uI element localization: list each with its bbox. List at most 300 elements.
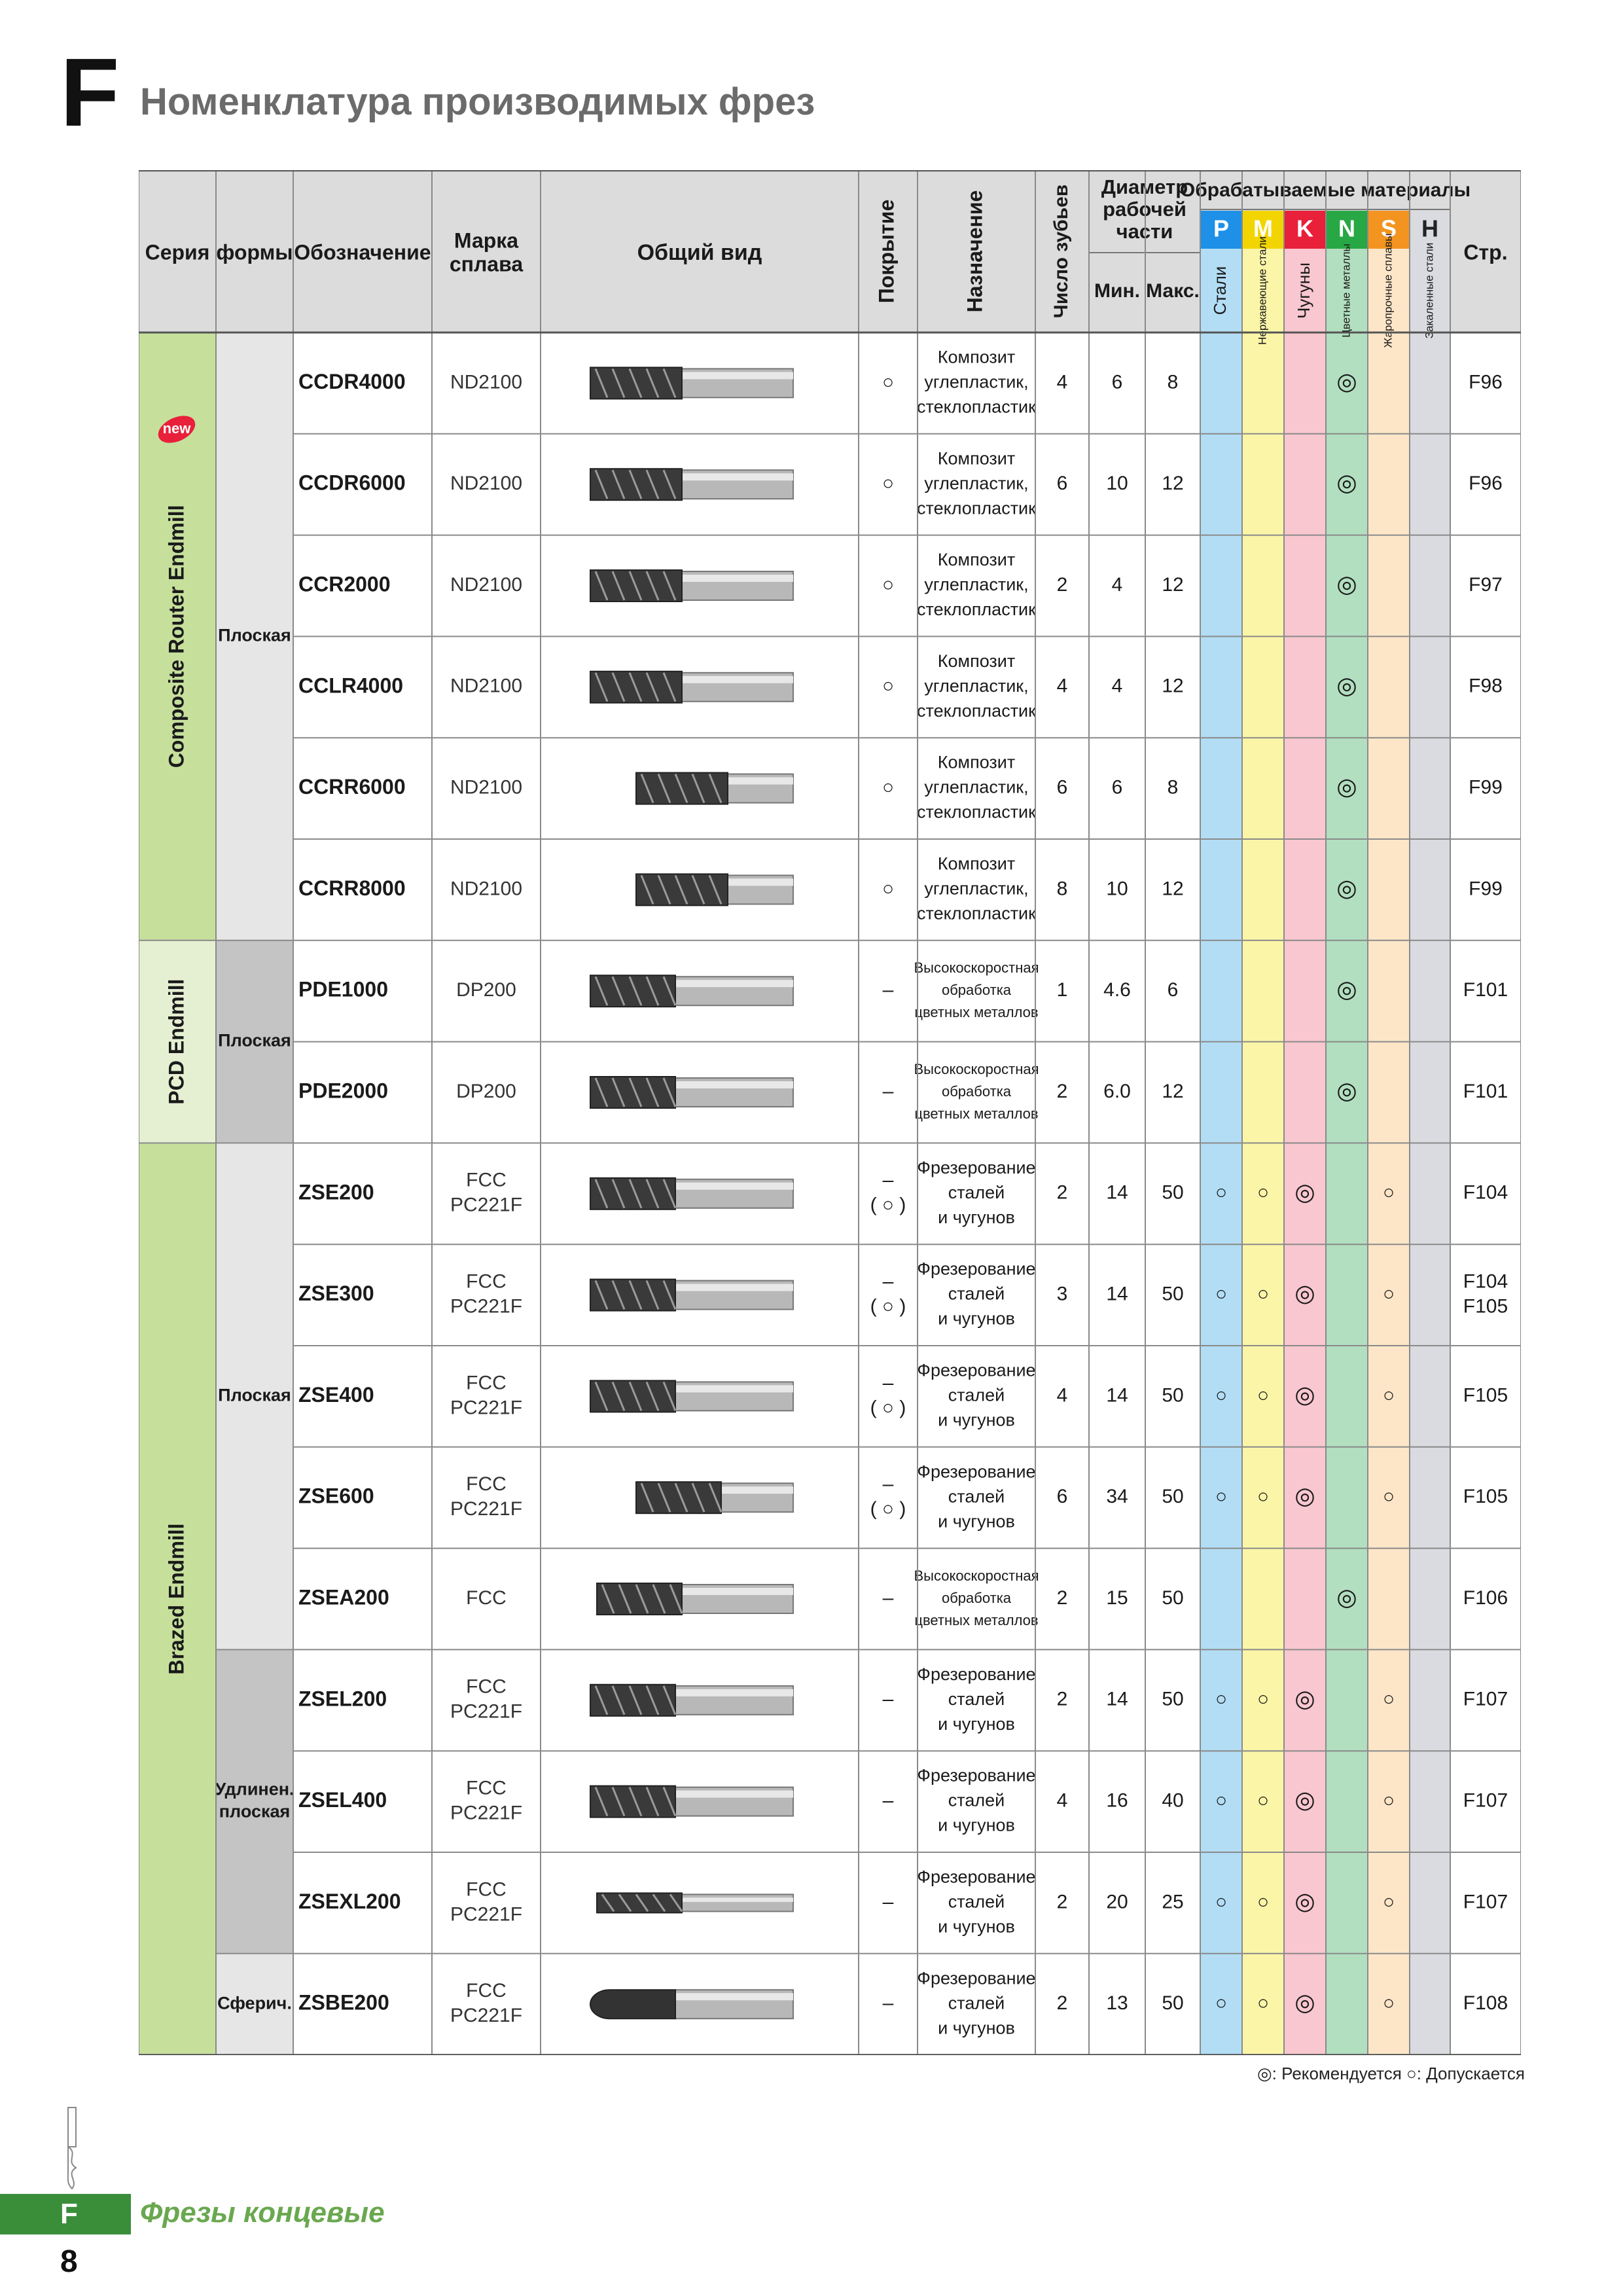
new-badge-text: new [162, 420, 191, 437]
tool-highlight [682, 1588, 793, 1595]
tool-flutes [590, 1786, 675, 1818]
tool-highlight [675, 1385, 793, 1392]
diameter-min: 34 [1106, 1486, 1128, 1508]
endmill-image [590, 1280, 793, 1311]
coating-mark: ○ [882, 776, 895, 798]
diameter-max: 12 [1162, 573, 1184, 596]
material-mark: ○ [1215, 1891, 1228, 1913]
coating-mark: ○ [882, 473, 895, 495]
alloy-grade: PC221F [450, 1498, 523, 1520]
material-name: Жаропрочные сплавы [1382, 233, 1395, 348]
page-ref: F104 [1463, 1270, 1508, 1293]
purpose-text: обработка [941, 1589, 1012, 1606]
purpose-text: стеклопластик [917, 397, 1036, 417]
series-label: PCD Endmill [164, 978, 188, 1105]
purpose-text: Композит [937, 448, 1016, 469]
product-code: CCR2000 [298, 572, 391, 596]
diameter-max: 50 [1162, 1486, 1184, 1508]
legend: ◎: Рекомендуется ○: Допускается [1257, 2064, 1525, 2083]
page-ref: F108 [1463, 1992, 1508, 2015]
page-ref: F97 [1469, 573, 1503, 596]
product-code: PDE1000 [298, 977, 388, 1001]
purpose-text: обработка [941, 982, 1012, 999]
material-mark: ◎ [1294, 1178, 1315, 1206]
material-name: Стали [1209, 266, 1230, 315]
purpose-text: цветных металлов [914, 1105, 1039, 1122]
diameter-max: 12 [1162, 1080, 1184, 1102]
header-grade: Марка [454, 228, 519, 253]
material-mark: ○ [1215, 1283, 1228, 1305]
teeth-count: 2 [1056, 1688, 1068, 1710]
tool-flutes [597, 1893, 682, 1912]
endmill-image [590, 367, 793, 399]
endmill-image [590, 672, 793, 703]
purpose-text: Фрезерование [917, 1360, 1036, 1380]
purpose-text: сталей [948, 1283, 1005, 1304]
material-mark: ◎ [1336, 672, 1357, 699]
product-code: ZSBE200 [298, 1990, 389, 2015]
purpose-text: Фрезерование [917, 1259, 1036, 1279]
purpose-text: цветных металлов [914, 1611, 1039, 1628]
purpose-text: сталей [948, 1892, 1005, 1912]
tool-highlight [682, 473, 793, 480]
diameter-max: 8 [1167, 776, 1179, 798]
purpose-text: стеклопластик [917, 600, 1036, 620]
header-view: Общий вид [637, 240, 762, 265]
form-label: Плоская [218, 1030, 291, 1050]
material-mark: ○ [1382, 1891, 1395, 1913]
alloy-grade: DP200 [456, 1080, 516, 1102]
material-mark: ◎ [1336, 570, 1357, 598]
material-mark: ○ [1257, 1992, 1270, 2015]
page-number: 8 [60, 2244, 78, 2279]
teeth-count: 2 [1056, 1891, 1068, 1913]
header-designation: Обозначение [294, 240, 431, 264]
purpose-text: и чугунов [938, 1511, 1015, 1532]
purpose-text: углепластик, [924, 372, 1029, 392]
teeth-count: 2 [1056, 1080, 1068, 1102]
purpose-text: и чугунов [938, 1713, 1015, 1734]
alloy-grade: ND2100 [450, 573, 523, 596]
tool-flutes [590, 1077, 675, 1108]
page-ref: F96 [1469, 371, 1503, 393]
material-mark: ○ [1382, 1283, 1395, 1305]
page-ref: F96 [1469, 473, 1503, 495]
form-label: Удлинен. [215, 1779, 294, 1799]
material-name: Чугуны [1293, 262, 1313, 319]
material-mark: ○ [1382, 1688, 1395, 1710]
footer-section: Фрезы концевые [140, 2197, 385, 2229]
purpose-text: Композит [937, 853, 1016, 874]
alloy-grade: PC221F [450, 1903, 523, 1926]
alloy-grade: FCC [466, 1878, 507, 1901]
material-mark: ○ [1257, 1688, 1270, 1710]
coating-mark: ( ○ ) [870, 1295, 906, 1318]
diameter-min: 14 [1106, 1688, 1128, 1710]
header-diameter: рабочей [1103, 198, 1186, 221]
tool-highlight [682, 676, 793, 683]
purpose-text: Фрезерование [917, 1968, 1036, 1988]
purpose-text: цветных металлов [914, 1004, 1039, 1021]
page-ref: F101 [1463, 979, 1508, 1001]
tool-highlight [675, 1081, 793, 1088]
material-mark: ○ [1215, 1181, 1228, 1204]
material-name: Нержавеющие стали [1256, 236, 1269, 345]
tool-flutes [590, 1280, 675, 1311]
header-coating: Покрытие [874, 199, 899, 304]
diameter-max: 50 [1162, 1992, 1184, 2015]
purpose-text: стеклопластик [917, 700, 1036, 721]
coating-mark: – [882, 1891, 894, 1913]
teeth-count: 2 [1056, 1992, 1068, 2015]
coating-mark: – [882, 1688, 894, 1710]
material-mark: ◎ [1336, 975, 1357, 1003]
form-label: Плоская [218, 1385, 291, 1405]
material-mark: ◎ [1294, 1786, 1315, 1814]
tool-highlight [682, 575, 793, 582]
purpose-text: обработка [941, 1083, 1012, 1100]
alloy-grade: FCC [466, 1980, 507, 2002]
material-name: Закаленные стали [1423, 242, 1436, 339]
diameter-min: 4 [1111, 675, 1123, 697]
material-mark: ○ [1215, 1992, 1228, 2015]
material-letter: N [1338, 215, 1355, 242]
purpose-text: Фрезерование [917, 1462, 1036, 1482]
purpose-text: и чугунов [938, 1916, 1015, 1937]
coating-mark: – [882, 1587, 894, 1609]
tool-flutes [597, 1583, 682, 1615]
product-code: ZSEXL200 [298, 1889, 401, 1913]
page-ref: F106 [1463, 1587, 1508, 1609]
purpose-text: Композит [937, 347, 1016, 367]
purpose-text: и чугунов [938, 1207, 1015, 1227]
teeth-count: 4 [1056, 1789, 1068, 1812]
diameter-min: 13 [1106, 1992, 1128, 2015]
diameter-min: 14 [1106, 1181, 1128, 1204]
page-ref: F98 [1469, 675, 1503, 697]
endmill-image [636, 1482, 793, 1513]
header-dmax: Макс. [1146, 279, 1200, 302]
tool-highlight [675, 1284, 793, 1291]
coating-mark: – [882, 1080, 894, 1102]
tool-flutes [590, 1380, 675, 1412]
tool-highlight [675, 1689, 793, 1696]
coating-mark: – [882, 1169, 894, 1191]
material-mark: ○ [1257, 1181, 1270, 1204]
coating-mark: – [882, 1270, 894, 1293]
endmill-image [590, 1178, 793, 1210]
coating-mark: ( ○ ) [870, 1498, 906, 1520]
coating-mark: – [882, 1372, 894, 1394]
diameter-max: 50 [1162, 1384, 1184, 1407]
alloy-grade: FCC [466, 1169, 507, 1191]
material-mark: ◎ [1336, 773, 1357, 800]
material-mark: ○ [1382, 1992, 1395, 2015]
diameter-min: 10 [1106, 878, 1128, 900]
tool-highlight [675, 1993, 793, 2000]
form-label: плоская [219, 1801, 291, 1821]
product-code: CCRR8000 [298, 876, 406, 900]
coating-mark: ○ [882, 371, 895, 393]
material-mark: ○ [1257, 1486, 1270, 1508]
tool-highlight [675, 1791, 793, 1798]
coating-mark: – [882, 1992, 894, 2015]
material-mark: ○ [1215, 1384, 1228, 1407]
material-name: Цветные металлы [1340, 243, 1353, 338]
diameter-max: 40 [1162, 1789, 1184, 1812]
header-form: формы [216, 240, 293, 264]
purpose-text: Высокоскоростная [914, 960, 1039, 977]
product-table [139, 170, 1521, 2055]
page-ref: F105 [1463, 1295, 1508, 1318]
teeth-count: 2 [1056, 1181, 1068, 1204]
purpose-text: углепластик, [924, 575, 1029, 595]
purpose-text: Фрезерование [917, 1765, 1036, 1785]
material-mark: ○ [1215, 1688, 1228, 1710]
coating-mark: – [882, 979, 894, 1001]
teeth-count: 4 [1056, 371, 1068, 393]
diameter-max: 12 [1162, 675, 1184, 697]
page-ref: F99 [1469, 776, 1503, 798]
header-page: Стр. [1463, 240, 1508, 264]
endmill-image [636, 874, 793, 905]
purpose-text: сталей [948, 1993, 1005, 2013]
purpose-text: стеклопластик [917, 498, 1036, 518]
series-label: Composite Router Endmill [164, 505, 188, 768]
purpose-text: углепластик, [924, 473, 1029, 493]
product-code: PDE2000 [298, 1079, 388, 1103]
product-code: ZSEL200 [298, 1687, 387, 1711]
material-mark: ◎ [1336, 469, 1357, 496]
diameter-min: 6 [1111, 371, 1123, 393]
material-mark: ○ [1215, 1789, 1228, 1812]
purpose-text: сталей [948, 1790, 1005, 1810]
diameter-min: 6 [1111, 776, 1123, 798]
material-mark: ◎ [1336, 367, 1357, 395]
material-mark: ◎ [1294, 1988, 1315, 2016]
alloy-grade: ND2100 [450, 371, 523, 393]
diameter-min: 20 [1106, 1891, 1128, 1913]
diameter-max: 50 [1162, 1688, 1184, 1710]
alloy-grade: FCC [466, 1473, 507, 1496]
teeth-count: 8 [1056, 878, 1068, 900]
material-mark: ○ [1257, 1283, 1270, 1305]
endmill-image [597, 1893, 793, 1912]
header-materials: Обрабатываемые материалы [1179, 179, 1471, 201]
tool-flutes [590, 975, 675, 1007]
tool-highlight [721, 1486, 793, 1494]
form-label: Плоская [218, 625, 291, 645]
diameter-min: 10 [1106, 473, 1128, 495]
material-mark: ○ [1382, 1486, 1395, 1508]
material-mark: ◎ [1336, 1077, 1357, 1104]
material-mark: ◎ [1294, 1280, 1315, 1307]
purpose-text: и чугунов [938, 1815, 1015, 1835]
teeth-count: 6 [1056, 776, 1068, 798]
coating-mark: ( ○ ) [870, 1194, 906, 1216]
purpose-text: и чугунов [938, 1410, 1015, 1430]
material-column-bg [1410, 332, 1450, 2055]
purpose-text: сталей [948, 1385, 1005, 1405]
tool-highlight [728, 778, 793, 785]
purpose-text: Высокоскоростная [914, 1567, 1039, 1584]
endmill-image [590, 570, 793, 601]
footer-letter: F [60, 2198, 78, 2230]
material-mark: ○ [1382, 1181, 1395, 1204]
teeth-count: 4 [1056, 675, 1068, 697]
product-code: ZSEL400 [298, 1788, 387, 1812]
tool-flutes [636, 1482, 721, 1513]
header-diameter: части [1116, 220, 1173, 243]
endmill-image [597, 1583, 793, 1615]
coating-mark: – [882, 1789, 894, 1812]
footer-tab [0, 2194, 131, 2234]
purpose-text: и чугунов [938, 2018, 1015, 2038]
coating-mark: ○ [882, 573, 895, 596]
diameter-min: 16 [1106, 1789, 1128, 1812]
header-teeth: Число зубьев [1050, 184, 1072, 319]
alloy-grade: PC221F [450, 1194, 523, 1216]
series-label: Brazed Endmill [164, 1523, 188, 1675]
coating-mark: ○ [882, 878, 895, 900]
purpose-text: стеклопластик [917, 903, 1036, 924]
purpose-text: углепластик, [924, 777, 1029, 797]
alloy-grade: PC221F [450, 1397, 523, 1419]
material-mark: ○ [1257, 1384, 1270, 1407]
material-letter: H [1421, 215, 1438, 242]
endmill-image [590, 1990, 793, 2018]
purpose-text: сталей [948, 1182, 1005, 1202]
material-mark: ○ [1257, 1789, 1270, 1812]
diameter-min: 4.6 [1103, 979, 1131, 1001]
purpose-text: Фрезерование [917, 1867, 1036, 1887]
diameter-max: 8 [1167, 371, 1179, 393]
endmill-image [590, 1786, 793, 1818]
diameter-min: 6.0 [1103, 1080, 1131, 1102]
diameter-max: 6 [1167, 979, 1179, 1001]
material-mark: ◎ [1294, 1482, 1315, 1509]
alloy-grade: ND2100 [450, 776, 523, 798]
endmill-image [590, 1077, 793, 1108]
form-label: Сферич. [217, 1993, 292, 2013]
header-dmin: Мин. [1094, 279, 1140, 302]
purpose-text: Высокоскоростная [914, 1060, 1039, 1077]
purpose-text: сталей [948, 1486, 1005, 1507]
material-letter: M [1253, 215, 1273, 242]
alloy-grade: DP200 [456, 979, 516, 1001]
endmill-icon [59, 2106, 85, 2191]
teeth-count: 1 [1056, 979, 1068, 1001]
tool-highlight [675, 980, 793, 987]
page-ref: F104 [1463, 1181, 1508, 1204]
product-code: ZSE400 [298, 1382, 374, 1407]
alloy-grade: PC221F [450, 1295, 523, 1318]
diameter-max: 25 [1162, 1891, 1184, 1913]
product-code: CCDR4000 [298, 369, 406, 393]
tool-highlight [682, 1897, 793, 1902]
purpose-text: сталей [948, 1689, 1005, 1709]
endmill-image [636, 773, 793, 804]
diameter-min: 14 [1106, 1283, 1128, 1305]
endmill-image [590, 469, 793, 500]
coating-mark: ( ○ ) [870, 1397, 906, 1419]
alloy-grade: ND2100 [450, 878, 523, 900]
tool-highlight [682, 372, 793, 379]
alloy-grade: FCC [466, 1676, 507, 1698]
product-code: ZSEA200 [298, 1585, 389, 1609]
material-mark: ◎ [1294, 1887, 1315, 1914]
page-ref: F107 [1463, 1688, 1508, 1710]
page-ref: F107 [1463, 1789, 1508, 1812]
alloy-grade: ND2100 [450, 473, 523, 495]
section-letter: F [60, 39, 120, 147]
header-grade: сплава [449, 252, 524, 276]
endmill-image [590, 1685, 793, 1716]
product-code: CCLR4000 [298, 673, 404, 698]
page-ref: F105 [1463, 1384, 1508, 1407]
page-ref: F101 [1463, 1080, 1508, 1102]
alloy-grade: PC221F [450, 2005, 523, 2027]
diameter-min: 15 [1106, 1587, 1128, 1609]
diameter-min: 4 [1111, 573, 1123, 596]
endmill-image [590, 975, 793, 1007]
material-letter: K [1296, 215, 1313, 242]
diameter-min: 14 [1106, 1384, 1128, 1407]
material-letter: S [1380, 215, 1397, 242]
tool-shank [682, 1894, 793, 1911]
product-code: ZSE200 [298, 1180, 374, 1204]
coating-mark: – [882, 1473, 894, 1496]
purpose-text: Композит [937, 651, 1016, 671]
purpose-text: углепластик, [924, 878, 1029, 899]
header-diameter: Диаметр [1101, 175, 1188, 199]
page-title: Номенклатура производимых фрез [140, 81, 815, 123]
page-ref: F99 [1469, 878, 1503, 900]
alloy-grade: FCC [466, 1777, 507, 1799]
purpose-text: Композит [937, 752, 1016, 772]
alloy-grade: FCC [466, 1270, 507, 1293]
page-ref: F107 [1463, 1891, 1508, 1913]
tool-ball-nose [590, 1990, 675, 2018]
alloy-grade: PC221F [450, 1802, 523, 1824]
tool-flutes [590, 1178, 675, 1210]
product-code: CCDR6000 [298, 471, 406, 495]
material-mark: ◎ [1336, 874, 1357, 901]
endmill-image [590, 1380, 793, 1412]
teeth-count: 4 [1056, 1384, 1068, 1407]
alloy-grade: ND2100 [450, 675, 523, 697]
tool-flutes [590, 1685, 675, 1716]
material-mark: ◎ [1294, 1380, 1315, 1408]
diameter-max: 12 [1162, 878, 1184, 900]
coating-mark: ○ [882, 675, 895, 697]
diameter-max: 50 [1162, 1587, 1184, 1609]
purpose-text: Композит [937, 550, 1016, 570]
teeth-count: 2 [1056, 573, 1068, 596]
teeth-count: 6 [1056, 1486, 1068, 1508]
material-letter: P [1213, 215, 1230, 242]
material-mark: ○ [1382, 1789, 1395, 1812]
tool-highlight [728, 878, 793, 886]
material-mark: ○ [1382, 1384, 1395, 1407]
teeth-count: 6 [1056, 473, 1068, 495]
diameter-max: 12 [1162, 473, 1184, 495]
purpose-text: Фрезерование [917, 1664, 1036, 1684]
product-code: ZSE600 [298, 1484, 374, 1508]
purpose-text: углепластик, [924, 675, 1029, 696]
alloy-grade: FCC [466, 1587, 507, 1609]
material-mark: ○ [1257, 1891, 1270, 1913]
